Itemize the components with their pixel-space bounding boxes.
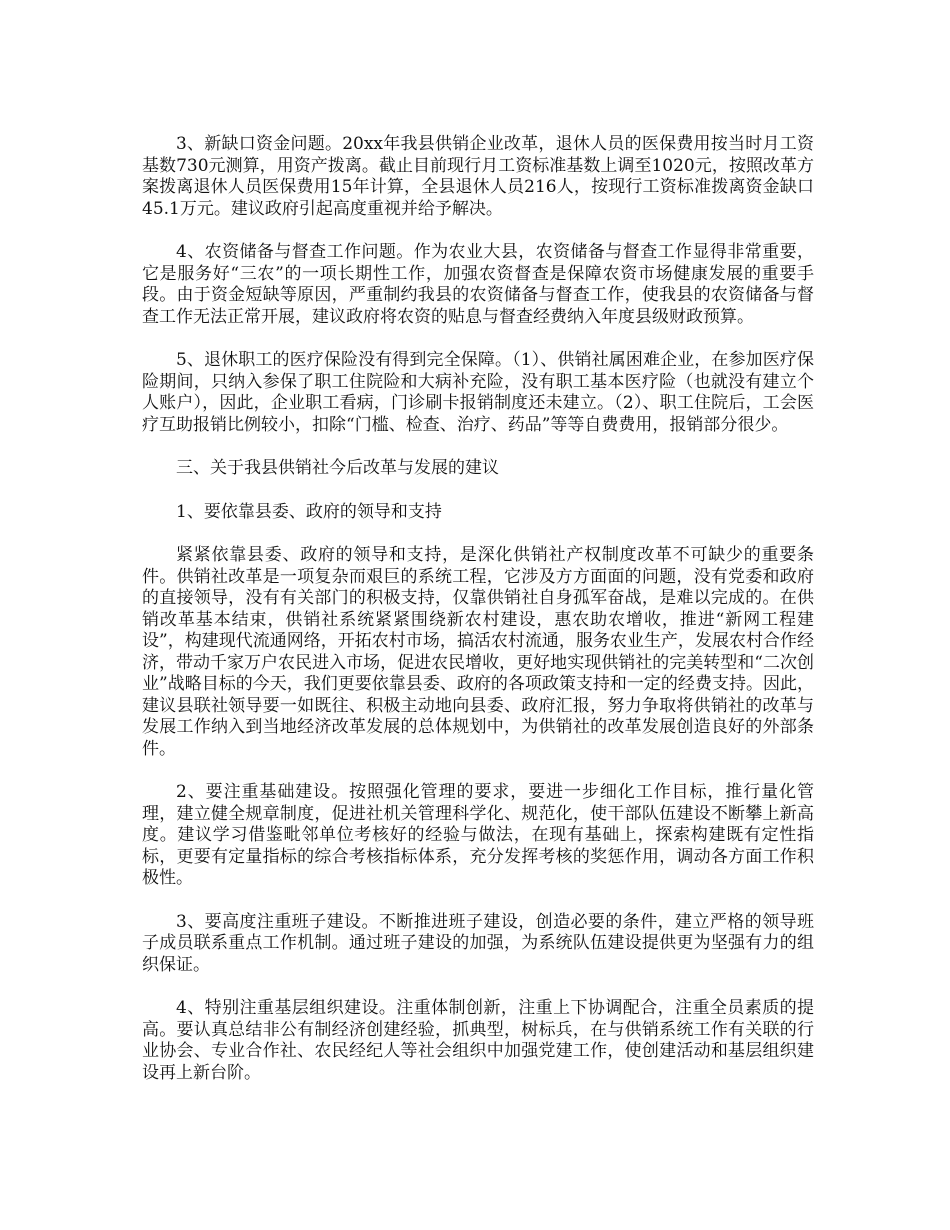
paragraph-new-funding-gap: 3、新缺口资金问题。20xx年我县供销企业改革，退休人员的医保费用按当时月工资基数730元测算，用资产拨离。截止目前现行月工资标准基数上调至1020元，按照改革方案拨离退休人员医保费用15年计算，全县退休人员216人，按现行工资标准拨离资金缺口45.1万元。建议政府引起高度重视并给予解决。 — [142, 134, 814, 219]
section-heading-suggestions: 三、关于我县供销社今后改革与发展的建议 — [176, 458, 499, 478]
paragraph-agricultural-supplies-reserve: 4、农资储备与督查工作问题。作为农业大县，农资储备与督查工作显得非常重要，它是服务好“三农”的一项长期性工作，加强农资督查是保障农资市场健康发展的重要手段。由于资金短缺等原因，严重制约我县的农资储备与督查工作，使我县的农资储备与督查工作无法正常开展，建议政府将农资的贴息与督查经费纳入年度县级财政预算。 — [142, 242, 814, 327]
document-body — [142, 134, 814, 1106]
subheading-government-support: 1、要依靠县委、政府的领导和支持 — [176, 501, 442, 522]
paragraph-basic-construction: 2、要注重基础建设。按照强化管理的要求，要进一步细化工作目标，推行量化管理，建立健全规章制度，促进社机关管理科学化、规范化，使干部队伍建设不断攀上新高度。建议学习借鉴毗邻单位考核好的经验与做法，在现有基础上，探索构建既有定性指标，更要有定量指标的综合考核指标体系，充分发挥考核的奖惩作用，调动各方面工作积极性。 — [142, 782, 814, 888]
paragraph-government-support: 紧紧依靠县委、政府的领导和支持，是深化供销社产权制度改革不可缺少的重要条件。供销社改革是一项复杂而艰巨的系统工程，它涉及方方面面的问题，没有党委和政府的直接领导，没有有关部门的积极支持，仅靠供销社自身孤军奋战，是难以完成的。在供销改革基本结束，供销社系统紧紧围绕新农村建设，惠农助农增收，推进“新网工程建设”，构建现代流通网络，开拓农村市场，搞活农村流通，服务农业生产，发展农村合作经济，带动千家万户农民进入市场，促进农民增收，更好地实现供销社的完美转型和“二次创业”战略目标的今天，我们更要依靠县委、政府的各项政策支持和一定的经费支持。因此，建议县联社领导要一如既往、积极主动地向县委、政府汇报，努力争取将供销社的改革与发展工作纳入到当地经济改革发展的总体规划中，为供销社的改革发展创造良好的外部条件。 — [142, 545, 814, 759]
paragraph-retiree-medical-insurance: 5、退休职工的医疗保险没有得到完全保障。（1）、供销社属困难企业，在参加医疗保险期间，只纳入参保了职工住院险和大病补充险，没有职工基本医疗险（也就没有建立个人账户），因此，企业职工看病，门诊刷卡报销制度还未建立。（2）、职工住院后，工会医疗互助报销比例较小，扣除“门槛、检查、治疗、药品”等等自费费用，报销部分很少。 — [142, 350, 814, 435]
paragraph-grassroots-organization: 4、特别注重基层组织建设。注重体制创新，注重上下协调配合，注重全员素质的提高。要认真总结非公有制经济创建经验，抓典型，树标兵，在与供销系统工作有关联的行业协会、专业合作社、农民经纪人等社会组织中加强党建工作，使创建活动和基层组织建设再上新台阶。 — [142, 998, 814, 1083]
paragraph-leadership-building: 3、要高度注重班子建设。不断推进班子建设，创造必要的条件，建立严格的领导班子成员联系重点工作机制。通过班子建设的加强，为系统队伍建设提供更为坚强有力的组织保证。 — [142, 911, 814, 975]
